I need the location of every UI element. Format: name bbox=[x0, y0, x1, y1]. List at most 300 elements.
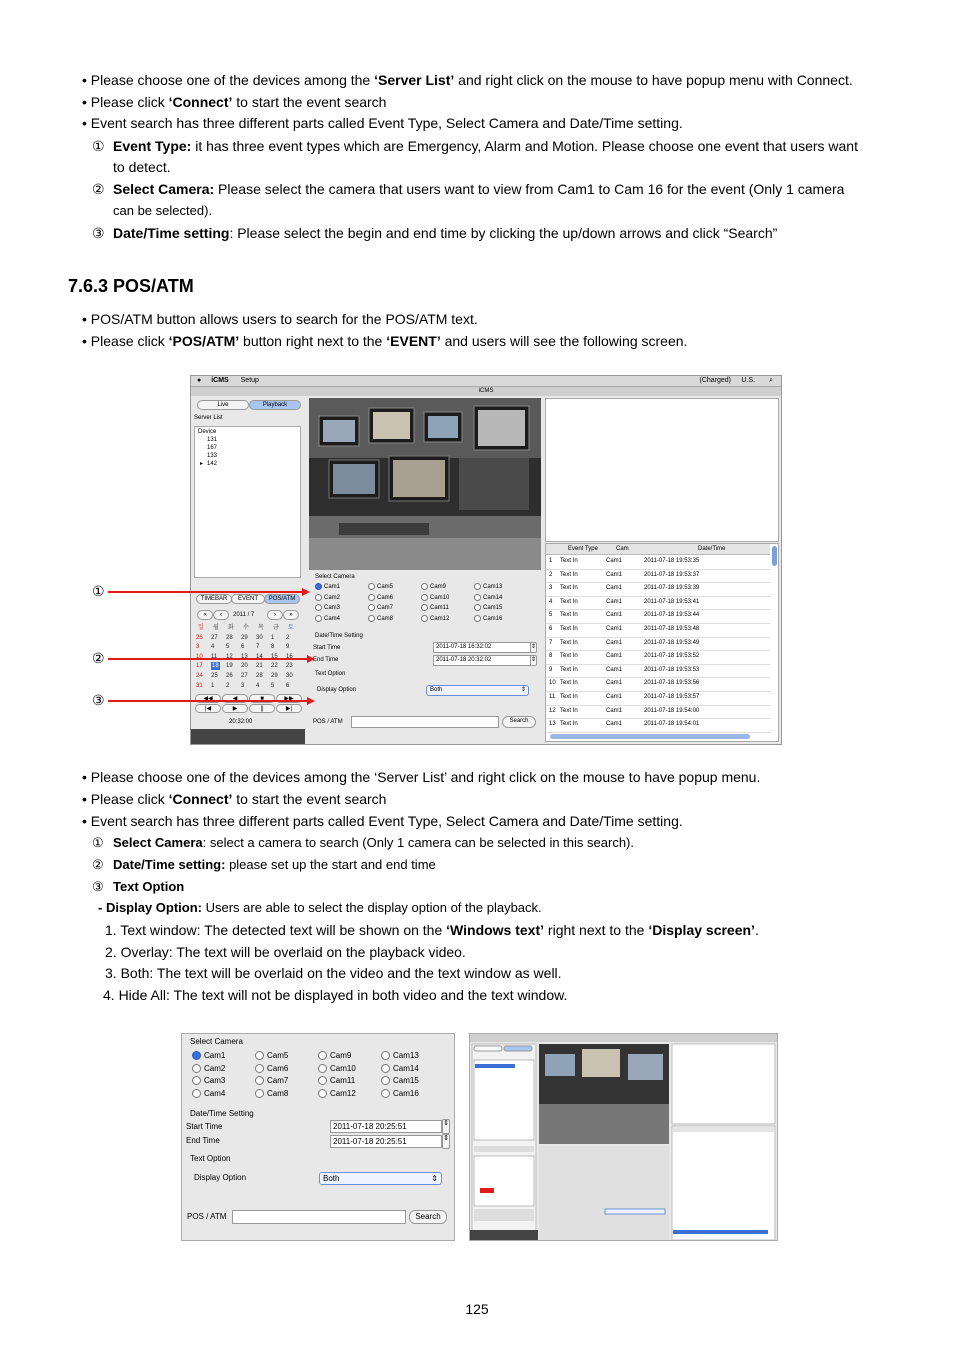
table-cell: Cam1 bbox=[606, 598, 623, 605]
table-cell: 8 bbox=[549, 653, 553, 660]
device-item[interactable]: 167 bbox=[207, 445, 218, 451]
table-cell: Cam1 bbox=[606, 694, 623, 700]
weekday-label: 월 bbox=[213, 625, 219, 631]
radio-icon[interactable] bbox=[318, 1064, 327, 1073]
camera-label: Cam9 bbox=[330, 1051, 352, 1060]
table-cell: 2011-07-18 19:53:49 bbox=[644, 639, 700, 646]
table-cell: 2011-07-18 19:53:39 bbox=[644, 585, 700, 592]
callout-1-arrow bbox=[108, 591, 304, 593]
start-time-input[interactable]: 2011-07-18 16:32:02 bbox=[433, 642, 531, 653]
radio-icon[interactable] bbox=[255, 1089, 264, 1098]
end-time-label: End Time bbox=[313, 657, 339, 663]
camera-radio[interactable] bbox=[474, 583, 502, 591]
start-time-label: Start Time bbox=[313, 645, 341, 651]
table-row[interactable] bbox=[546, 705, 770, 720]
event-table bbox=[545, 543, 779, 742]
play-back-button[interactable]: ◀ bbox=[222, 694, 248, 703]
table-cell: Text In bbox=[560, 558, 578, 564]
calendar-day[interactable]: 7 bbox=[256, 644, 260, 651]
camera-radio-group bbox=[192, 1051, 442, 1103]
start-time-label: Start Time bbox=[186, 1122, 223, 1131]
bullet-pos-atm: • POS/ATM button allows users to search for the POS/ATM text. bbox=[82, 311, 478, 327]
display-option-value: Both bbox=[430, 687, 443, 693]
options-screenshot bbox=[181, 1033, 455, 1241]
table-cell: Cam1 bbox=[606, 571, 623, 578]
video-frame bbox=[309, 398, 541, 570]
camera-radio[interactable] bbox=[318, 1076, 355, 1086]
camera-radio[interactable] bbox=[381, 1064, 419, 1074]
radio-icon[interactable] bbox=[192, 1089, 201, 1098]
camera-radio[interactable] bbox=[421, 604, 449, 612]
battery-status: (Charged) bbox=[699, 377, 731, 384]
play-button[interactable]: ▶ bbox=[222, 704, 248, 713]
calendar-day[interactable]: 6 bbox=[286, 682, 290, 689]
radio-icon[interactable] bbox=[318, 1076, 327, 1085]
camera-radio[interactable] bbox=[318, 1051, 351, 1061]
camera-label: Cam1 bbox=[324, 584, 341, 591]
display-item-3: 3. Both: The text will be overlaid on the video and the text window as well. bbox=[105, 965, 562, 981]
next-year-button[interactable]: » bbox=[283, 610, 299, 620]
camera-label: Cam15 bbox=[393, 1076, 419, 1085]
camera-label: Cam8 bbox=[377, 615, 394, 622]
table-cell: Cam1 bbox=[606, 653, 623, 660]
radio-icon[interactable] bbox=[474, 583, 481, 590]
camera-label: Cam14 bbox=[483, 594, 503, 601]
table-body bbox=[546, 555, 770, 731]
radio-icon[interactable] bbox=[318, 1089, 327, 1098]
table-cell: 4 bbox=[549, 598, 553, 605]
table-cell: 10 bbox=[549, 680, 556, 687]
device-item[interactable]: 131 bbox=[207, 437, 218, 443]
app-thumbnail-screenshot bbox=[469, 1033, 778, 1241]
table-row[interactable] bbox=[546, 691, 770, 706]
next-month-button[interactable]: › bbox=[267, 610, 283, 620]
table-cell: Text In bbox=[560, 612, 578, 619]
camera-radio[interactable] bbox=[192, 1089, 225, 1099]
stop-button[interactable]: ■ bbox=[249, 694, 275, 703]
display-option-label: Display Option bbox=[194, 1173, 247, 1182]
radio-icon[interactable] bbox=[381, 1076, 390, 1085]
search-icon[interactable]: ⌕ bbox=[769, 377, 773, 384]
server-list-panel bbox=[194, 426, 301, 578]
weekday-label: 화 bbox=[228, 625, 234, 631]
menu-setup[interactable]: Setup bbox=[240, 377, 259, 384]
table-row[interactable] bbox=[546, 623, 770, 638]
calendar-day[interactable]: 6 bbox=[241, 644, 245, 651]
radio-icon[interactable] bbox=[421, 594, 428, 601]
calendar-day[interactable]: 5 bbox=[271, 682, 275, 689]
table-cell: Text In bbox=[560, 666, 578, 673]
display-option-label: Display Option bbox=[317, 687, 357, 693]
camera-label: Cam12 bbox=[430, 615, 450, 622]
weekday-label: 일 bbox=[198, 625, 204, 631]
device-header: Device bbox=[198, 429, 217, 435]
table-cell: Text In bbox=[560, 694, 578, 700]
select-camera-label: Select Camera bbox=[315, 574, 355, 580]
calendar-day[interactable]: 5 bbox=[226, 644, 230, 651]
camera-radio[interactable] bbox=[381, 1051, 419, 1061]
tab-timebar[interactable]: TIMEBAR bbox=[196, 594, 232, 604]
calendar-day[interactable]: 4 bbox=[256, 682, 260, 689]
radio-icon[interactable] bbox=[315, 594, 322, 601]
calendar-day[interactable]: 28 bbox=[256, 673, 263, 679]
numbered-select-camera-cont: can be selected). bbox=[113, 203, 213, 218]
locale: U.S. bbox=[741, 377, 755, 384]
bullet-event-search: • Event search has three different parts called Event Type, Select Camera and Date/Time setting. bbox=[82, 115, 683, 131]
calendar-day[interactable]: 22 bbox=[271, 663, 278, 670]
calendar-day[interactable]: 25 bbox=[211, 673, 218, 679]
table-cell: 2011-07-18 19:53:57 bbox=[644, 694, 700, 700]
radio-icon[interactable] bbox=[315, 583, 322, 590]
display-item-4: 4. Hide All: The text will not be displayed in both video and the text window. bbox=[103, 987, 568, 1003]
table-cell: Text In bbox=[560, 626, 578, 632]
table-cell: 2011-07-18 19:54:00 bbox=[644, 707, 700, 714]
last-frame-button[interactable]: ▶| bbox=[276, 704, 302, 713]
playback-video[interactable] bbox=[309, 398, 541, 570]
col-cam[interactable]: Cam bbox=[616, 546, 629, 552]
vertical-scrollbar[interactable] bbox=[772, 546, 777, 566]
radio-icon[interactable] bbox=[381, 1051, 390, 1060]
radio-icon[interactable] bbox=[421, 615, 428, 622]
radio-icon[interactable] bbox=[255, 1076, 264, 1085]
calendar-day[interactable]: 16 bbox=[286, 653, 293, 660]
table-cell: 1 bbox=[549, 558, 553, 564]
camera-radio[interactable] bbox=[368, 594, 393, 602]
calendar-day[interactable]: 26 bbox=[226, 673, 233, 679]
table-cell: Text In bbox=[560, 571, 578, 578]
table-row[interactable] bbox=[546, 718, 770, 733]
calendar-day[interactable]: 10 bbox=[196, 653, 203, 660]
table-cell: 2011-07-18 19:53:37 bbox=[644, 571, 700, 578]
tab-live[interactable]: Live bbox=[197, 400, 249, 410]
display-option-value: Both bbox=[323, 1174, 340, 1183]
device-item[interactable]: 133 bbox=[207, 453, 218, 459]
table-cell: 13 bbox=[549, 721, 556, 728]
table-cell: 5 bbox=[549, 612, 553, 619]
calendar-day[interactable]: 2 bbox=[226, 682, 230, 689]
camera-radio[interactable] bbox=[368, 583, 393, 591]
camera-label: Cam4 bbox=[204, 1088, 226, 1098]
callout-2: ② bbox=[92, 650, 105, 666]
calendar-day[interactable]: 13 bbox=[241, 653, 248, 660]
mac-menubar bbox=[191, 376, 781, 387]
camera-radio[interactable] bbox=[421, 594, 449, 602]
calendar-day[interactable]: 3 bbox=[196, 644, 200, 651]
calendar-day[interactable]: 26 bbox=[196, 634, 203, 641]
camera-label: Cam8 bbox=[267, 1088, 289, 1098]
expand-icon[interactable]: ▸ bbox=[200, 461, 204, 467]
radio-icon[interactable] bbox=[474, 615, 481, 622]
display-item-2: 2. Overlay: The text will be overlaid on the playback video. bbox=[105, 944, 466, 960]
weekday-label: 목 bbox=[258, 625, 264, 631]
end-time-stepper[interactable]: ⇕ bbox=[530, 655, 537, 666]
weekday-label: 금 bbox=[273, 625, 279, 631]
end-time-input[interactable]: 2011-07-18 20:25:51 bbox=[330, 1135, 442, 1148]
icms-screenshot bbox=[190, 375, 782, 745]
calendar-day[interactable]: 27 bbox=[211, 634, 218, 641]
camera-radio[interactable] bbox=[192, 1051, 225, 1061]
camera-label: Cam1 bbox=[204, 1051, 226, 1060]
table-cell: Cam1 bbox=[606, 626, 623, 632]
calendar-day[interactable]: 4 bbox=[211, 644, 215, 651]
numbered-select-camera-2: ① Select Camera: select a camera to search (Only 1 camera can be selected in this search). bbox=[92, 835, 634, 850]
radio-icon[interactable] bbox=[318, 1051, 327, 1060]
camera-radio[interactable] bbox=[192, 1064, 225, 1074]
end-time-label: End Time bbox=[186, 1136, 220, 1145]
table-cell: Cam1 bbox=[606, 558, 623, 564]
calendar-day[interactable]: 2 bbox=[286, 634, 290, 641]
camera-label: Cam2 bbox=[204, 1063, 226, 1073]
table-cell: 2011-07-18 19:53:48 bbox=[644, 626, 700, 632]
bullet-server-list-2: • Please choose one of the devices among the ‘Server List’ and right click on the mouse to have popup menu. bbox=[82, 769, 761, 785]
camera-label: Cam12 bbox=[330, 1088, 356, 1098]
camera-radio[interactable] bbox=[421, 583, 446, 591]
radio-icon[interactable] bbox=[381, 1089, 390, 1098]
calendar-day[interactable]: 29 bbox=[271, 673, 278, 679]
table-cell: 2 bbox=[549, 571, 553, 578]
server-list-label: Server List bbox=[194, 415, 223, 421]
table-cell: 2011-07-18 19:54:01 bbox=[644, 721, 700, 728]
numbered-event-type: ① Event Type: it has three event types which are Emergency, Alarm and Motion. Please choose one event that users want bbox=[92, 138, 858, 154]
tab-event[interactable]: EVENT bbox=[231, 594, 265, 604]
prev-month-button[interactable]: ‹ bbox=[213, 610, 229, 620]
radio-icon[interactable] bbox=[421, 583, 428, 590]
bullet-server-list: • Please choose one of the devices among the ‘Server List’ and right click on the mouse to have popup menu with Connect. bbox=[82, 72, 853, 88]
camera-radio[interactable] bbox=[318, 1089, 356, 1099]
calendar-day[interactable]: 1 bbox=[271, 634, 275, 641]
table-cell: 3 bbox=[549, 585, 553, 592]
camera-radio[interactable] bbox=[315, 594, 340, 602]
radio-icon[interactable] bbox=[368, 594, 375, 601]
table-cell: 2011-07-18 19:53:53 bbox=[644, 666, 700, 673]
radio-icon[interactable] bbox=[368, 615, 375, 622]
camera-label: Cam15 bbox=[483, 605, 503, 612]
camera-radio[interactable] bbox=[255, 1051, 288, 1061]
camera-label: Cam10 bbox=[430, 594, 450, 601]
table-row[interactable] bbox=[546, 650, 770, 665]
calendar-day[interactable]: 21 bbox=[256, 663, 263, 670]
device-item[interactable]: 142 bbox=[207, 461, 218, 467]
calendar-day[interactable]: 30 bbox=[256, 634, 263, 641]
camera-radio[interactable] bbox=[255, 1064, 288, 1074]
calendar-day[interactable]: 19 bbox=[226, 663, 233, 670]
table-row[interactable] bbox=[546, 609, 770, 624]
tab-pos-atm[interactable]: POS/ATM bbox=[264, 594, 300, 604]
calendar-day[interactable]: 1 bbox=[211, 682, 215, 689]
camera-radio[interactable] bbox=[315, 604, 340, 612]
camera-label: Cam3 bbox=[204, 1076, 226, 1085]
app-thumbnail bbox=[470, 1034, 777, 1240]
table-cell: 2011-07-18 19:53:35 bbox=[644, 558, 700, 564]
end-time-input[interactable]: 2011-07-18 20:32:02 bbox=[433, 655, 531, 666]
calendar-day[interactable]: 20 bbox=[241, 663, 248, 670]
text-window bbox=[545, 398, 779, 542]
pos-atm-input[interactable] bbox=[351, 716, 499, 728]
callout-1: ① bbox=[92, 583, 105, 599]
table-cell: 11 bbox=[549, 694, 556, 700]
camera-label: Cam16 bbox=[393, 1088, 419, 1098]
display-option-select[interactable] bbox=[426, 685, 529, 696]
table-row[interactable] bbox=[546, 664, 770, 679]
section-title: 7.6.3 POS/ATM bbox=[68, 276, 194, 296]
col-event-type[interactable]: Event Type bbox=[568, 546, 598, 552]
search-button[interactable]: Search bbox=[502, 716, 536, 728]
camera-radio[interactable] bbox=[368, 604, 393, 612]
camera-label: Cam4 bbox=[324, 615, 341, 622]
table-row[interactable] bbox=[546, 569, 770, 584]
camera-radio[interactable] bbox=[368, 615, 393, 623]
table-cell: 12 bbox=[549, 707, 556, 714]
radio-icon[interactable] bbox=[474, 604, 481, 611]
start-time-stepper[interactable]: ⇕ bbox=[442, 1119, 450, 1134]
calendar-day[interactable]: 12 bbox=[226, 653, 233, 660]
chevron-updown-icon: ⇕ bbox=[431, 1174, 438, 1183]
camera-radio[interactable] bbox=[474, 594, 502, 602]
calendar-day[interactable]: 18 bbox=[212, 663, 219, 670]
calendar-day[interactable]: 14 bbox=[256, 653, 263, 660]
table-row[interactable] bbox=[546, 555, 770, 570]
camera-radio[interactable] bbox=[474, 615, 502, 623]
table-cell: Text In bbox=[560, 653, 578, 660]
display-option-select[interactable] bbox=[319, 1172, 442, 1185]
calendar-month: 2011 / 7 bbox=[233, 612, 255, 618]
calendar-day[interactable]: 8 bbox=[271, 644, 275, 651]
bullet-connect: • Please click ‘Connect’ to start the event search bbox=[82, 94, 387, 110]
pos-atm-label: POS / ATM bbox=[313, 719, 343, 725]
camera-radio[interactable] bbox=[474, 604, 502, 612]
camera-radio[interactable] bbox=[381, 1089, 419, 1099]
radio-icon[interactable] bbox=[421, 604, 428, 611]
datetime-label: Date/Time Setting bbox=[190, 1109, 254, 1118]
end-time-stepper[interactable]: ⇕ bbox=[442, 1134, 450, 1149]
start-time-stepper[interactable]: ⇕ bbox=[530, 642, 537, 653]
table-row[interactable] bbox=[546, 582, 770, 597]
col-datetime[interactable]: Date/Time bbox=[698, 546, 726, 552]
bullet-connect-2: • Please click ‘Connect’ to start the event search bbox=[82, 791, 387, 807]
camera-radio[interactable] bbox=[315, 615, 340, 623]
rewind-button[interactable]: ◀◀ bbox=[195, 694, 221, 703]
camera-radio[interactable] bbox=[421, 615, 449, 623]
clock-readout: 20:32:00 bbox=[229, 719, 253, 725]
tab-playback[interactable]: Playback bbox=[249, 400, 301, 410]
camera-label: Cam5 bbox=[377, 584, 394, 591]
table-cell: 9 bbox=[549, 666, 553, 673]
callout-3-arrow bbox=[108, 700, 309, 702]
table-cell: Text In bbox=[560, 639, 578, 646]
numbered-event-type-cont: to detect. bbox=[113, 159, 171, 175]
pause-button[interactable]: || bbox=[249, 704, 275, 713]
radio-icon[interactable] bbox=[255, 1051, 264, 1060]
status-strip bbox=[191, 729, 305, 744]
camera-label: Cam14 bbox=[393, 1063, 419, 1073]
camera-radio-group bbox=[315, 583, 540, 627]
callout-2-arrow bbox=[108, 658, 309, 660]
horizontal-scrollbar[interactable] bbox=[550, 734, 750, 739]
start-time-input[interactable]: 2011-07-18 20:25:51 bbox=[330, 1120, 442, 1133]
page-number: 125 bbox=[465, 1301, 489, 1317]
prev-year-button[interactable]: « bbox=[197, 610, 213, 620]
display-option-desc: - Display Option: Users are able to select the display option of the playback. bbox=[98, 900, 542, 915]
camera-radio[interactable] bbox=[255, 1076, 288, 1086]
radio-icon[interactable] bbox=[192, 1064, 201, 1073]
radio-icon[interactable] bbox=[192, 1076, 201, 1085]
fast-forward-button[interactable]: ▶▶ bbox=[276, 694, 302, 703]
first-frame-button[interactable]: |◀ bbox=[195, 704, 221, 713]
camera-radio[interactable] bbox=[315, 583, 340, 591]
radio-icon[interactable] bbox=[192, 1051, 201, 1060]
radio-icon[interactable] bbox=[474, 594, 481, 601]
numbered-text-option: ③ Text Option bbox=[92, 879, 185, 894]
table-cell: 2011-07-18 19:53:52 bbox=[644, 653, 700, 660]
camera-radio[interactable] bbox=[381, 1076, 419, 1086]
calendar-day[interactable]: 31 bbox=[196, 682, 203, 689]
select-camera-label: Select Camera bbox=[190, 1037, 243, 1046]
calendar-day[interactable]: 27 bbox=[241, 673, 248, 679]
radio-icon[interactable] bbox=[368, 604, 375, 611]
camera-radio[interactable] bbox=[192, 1076, 225, 1086]
table-cell: Cam1 bbox=[606, 721, 623, 728]
datetime-label: Date/Time Setting bbox=[315, 633, 363, 639]
table-row[interactable] bbox=[546, 637, 770, 652]
radio-icon[interactable] bbox=[255, 1064, 264, 1073]
table-row[interactable] bbox=[546, 677, 770, 692]
text-option-label: Text Option bbox=[190, 1154, 231, 1163]
calendar-day[interactable]: 3 bbox=[241, 682, 245, 689]
table-cell: 7 bbox=[549, 639, 553, 646]
camera-label: Cam11 bbox=[430, 605, 449, 612]
chevron-updown-icon: ⇕ bbox=[520, 687, 526, 693]
camera-label: Cam16 bbox=[483, 615, 503, 622]
radio-icon[interactable] bbox=[381, 1064, 390, 1073]
camera-label: Cam9 bbox=[430, 584, 447, 591]
table-cell: Text In bbox=[560, 598, 578, 605]
apple-icon: ● bbox=[197, 377, 202, 384]
calendar-day[interactable]: 23 bbox=[286, 663, 293, 670]
table-cell: Text In bbox=[560, 707, 578, 714]
table-cell: Cam1 bbox=[606, 585, 623, 592]
camera-label: Cam7 bbox=[267, 1076, 289, 1085]
radio-icon[interactable] bbox=[368, 583, 375, 590]
calendar-day[interactable]: 17 bbox=[196, 663, 203, 670]
camera-label: Cam6 bbox=[377, 594, 394, 601]
calendar-day[interactable]: 9 bbox=[286, 644, 290, 651]
table-cell: 2011-07-18 19:53:41 bbox=[644, 598, 700, 605]
table-cell: Cam1 bbox=[606, 666, 623, 673]
table-cell: 2011-07-18 19:53:44 bbox=[644, 612, 700, 619]
pos-atm-input[interactable] bbox=[232, 1210, 406, 1224]
menu-icms[interactable]: iCMS bbox=[211, 377, 229, 384]
radio-icon[interactable] bbox=[315, 604, 322, 611]
table-cell: Cam1 bbox=[606, 707, 623, 714]
weekday-label: 수 bbox=[243, 625, 249, 631]
camera-label: Cam3 bbox=[324, 605, 341, 612]
calendar-day[interactable]: 28 bbox=[226, 634, 233, 641]
camera-radio[interactable] bbox=[318, 1064, 356, 1074]
calendar-day[interactable]: 11 bbox=[211, 653, 218, 660]
camera-label: Cam5 bbox=[267, 1051, 289, 1060]
table-row[interactable] bbox=[546, 596, 770, 611]
table-cell: Text In bbox=[560, 585, 578, 592]
camera-radio[interactable] bbox=[255, 1089, 288, 1099]
calendar-day[interactable]: 24 bbox=[196, 673, 203, 679]
calendar-day[interactable]: 30 bbox=[286, 673, 293, 679]
calendar-day[interactable]: 15 bbox=[271, 653, 278, 660]
calendar-day[interactable]: 29 bbox=[241, 634, 248, 641]
search-button[interactable]: Search bbox=[409, 1210, 447, 1224]
radio-icon[interactable] bbox=[315, 615, 322, 622]
numbered-datetime-2: ② Date/Time setting: please set up the start and end time bbox=[92, 857, 436, 872]
text-option-label: Text Option bbox=[315, 671, 346, 677]
